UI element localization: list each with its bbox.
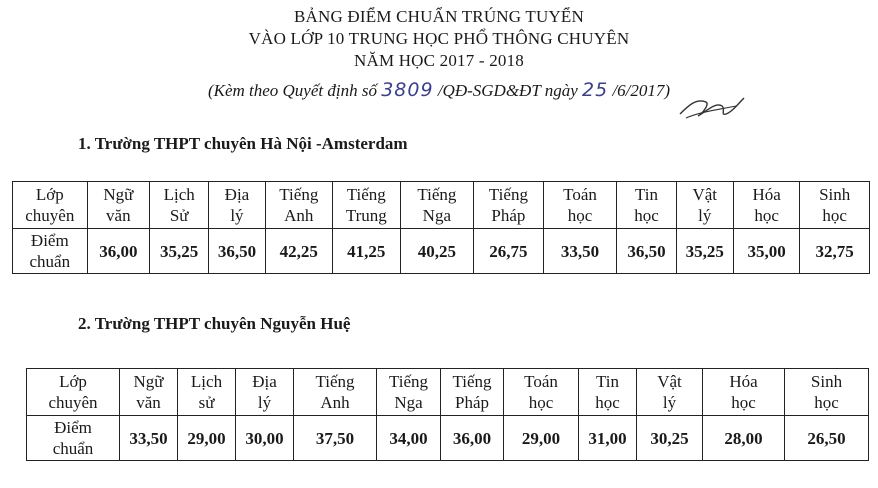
subject-cell: Địa lý [236, 369, 294, 416]
subject-cell: Tiếng Trung [333, 182, 400, 229]
subject-cell: Ngữ văn [87, 182, 149, 229]
school-1-score-table [12, 181, 870, 274]
subject-cell: Tiếng Nga [400, 182, 474, 229]
subject-cell: Toán học [504, 369, 579, 416]
school-2-title: 2. Trường THPT chuyên Nguyễn Huệ [78, 314, 351, 333]
subject-cell: Sinh học [785, 369, 869, 416]
score-cell: 42,25 [265, 229, 332, 274]
score-cell: 36,00 [87, 229, 149, 274]
score-cell: 35,25 [676, 229, 733, 274]
score-label-cell: Điểm chuẩn [13, 229, 88, 274]
table-score-row [27, 416, 869, 461]
score-cell: 33,50 [543, 229, 617, 274]
document-header [0, 6, 878, 103]
score-label-cell: Điểm chuẩn [27, 416, 120, 461]
decision-number: 3809 [381, 79, 434, 101]
subject-cell: Tiếng Pháp [474, 182, 544, 229]
score-cell: 40,25 [400, 229, 474, 274]
score-cell: 36,50 [617, 229, 676, 274]
subject-cell: Tin học [579, 369, 637, 416]
subject-cell: Vật lý [676, 182, 733, 229]
score-cell: 36,00 [441, 416, 504, 461]
score-cell: 29,00 [178, 416, 236, 461]
score-cell: 29,00 [504, 416, 579, 461]
row-label-cell: Lớp chuyên [13, 182, 88, 229]
school-2-score-table [26, 368, 869, 461]
score-cell: 35,25 [150, 229, 209, 274]
score-cell: 26,75 [474, 229, 544, 274]
score-cell: 30,00 [236, 416, 294, 461]
subject-cell: Tin học [617, 182, 676, 229]
score-cell: 34,00 [377, 416, 441, 461]
subject-cell: Địa lý [209, 182, 265, 229]
score-cell: 30,25 [637, 416, 703, 461]
score-cell: 41,25 [333, 229, 400, 274]
decision-day: 25 [582, 79, 609, 101]
ref-middle: /QĐ-SGD&ĐT ngày [433, 81, 583, 100]
header-title-line-1: BẢNG ĐIỂM CHUẨN TRÚNG TUYỂN [294, 7, 584, 26]
subject-cell: Hóa học [733, 182, 799, 229]
score-cell: 35,00 [733, 229, 799, 274]
school-1-title: 1. Trường THPT chuyên Hà Nội -Amsterdam [78, 134, 408, 153]
subject-cell: Lịch sử [178, 369, 236, 416]
score-cell: 36,50 [209, 229, 265, 274]
subject-cell: Sinh học [800, 182, 870, 229]
score-cell: 26,50 [785, 416, 869, 461]
subject-cell: Tiếng Pháp [441, 369, 504, 416]
score-cell: 37,50 [294, 416, 377, 461]
subject-cell: Tiếng Nga [377, 369, 441, 416]
subject-cell: Tiếng Anh [294, 369, 377, 416]
header-title-line-2: VÀO LỚP 10 TRUNG HỌC PHỔ THÔNG CHUYÊN [248, 29, 630, 48]
table-score-row [13, 229, 870, 274]
subject-cell: Ngữ văn [120, 369, 178, 416]
subject-cell: Toán học [543, 182, 617, 229]
row-label-cell: Lớp chuyên [27, 369, 120, 416]
ref-prefix: (Kèm theo Quyết định số [207, 81, 382, 100]
score-cell: 33,50 [120, 416, 178, 461]
decision-reference [0, 78, 878, 103]
subject-cell: Lịch Sử [150, 182, 209, 229]
table-header-row [13, 182, 870, 229]
subject-cell: Hóa học [703, 369, 785, 416]
score-cell: 32,75 [800, 229, 870, 274]
table-header-row [27, 369, 869, 416]
score-cell: 31,00 [579, 416, 637, 461]
ref-suffix: /6/2017) [608, 81, 671, 100]
subject-cell: Vật lý [637, 369, 703, 416]
header-title-line-3: NĂM HỌC 2017 - 2018 [353, 51, 525, 70]
subject-cell: Tiếng Anh [265, 182, 332, 229]
score-cell: 28,00 [703, 416, 785, 461]
signature-mark [676, 84, 746, 124]
